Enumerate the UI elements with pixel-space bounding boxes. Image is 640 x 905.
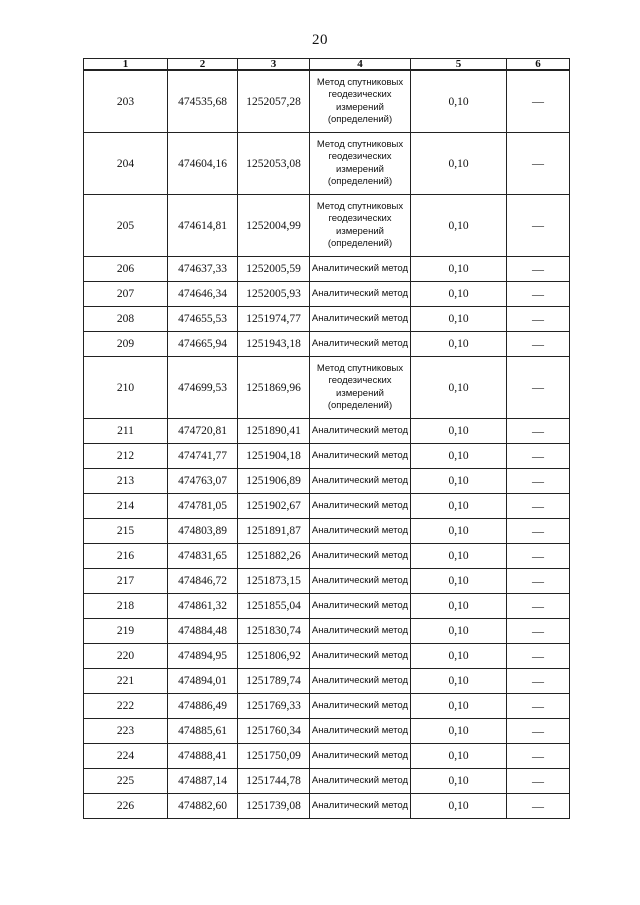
point-number-cell: 208 (84, 307, 168, 332)
table-row (84, 307, 570, 332)
method-cell: Метод спутниковых геодезических измерений (определений) (310, 195, 411, 257)
x-coordinate-cell: 474884,48 (168, 619, 238, 644)
note-dash-cell: — (507, 794, 570, 819)
table-row (84, 644, 570, 669)
y-coordinate-cell: 1251902,67 (238, 494, 310, 519)
column-header: 2 (168, 59, 238, 71)
table-row (84, 357, 570, 419)
note-dash-cell: — (507, 133, 570, 195)
precision-cell: 0,10 (411, 195, 507, 257)
x-coordinate-cell: 474846,72 (168, 569, 238, 594)
point-number-cell: 216 (84, 544, 168, 569)
table-row (84, 669, 570, 694)
point-number-cell: 220 (84, 644, 168, 669)
precision-cell: 0,10 (411, 494, 507, 519)
y-coordinate-cell: 1251873,15 (238, 569, 310, 594)
x-coordinate-cell: 474886,49 (168, 694, 238, 719)
precision-cell: 0,10 (411, 70, 507, 133)
method-cell: Аналитический метод (310, 719, 411, 744)
x-coordinate-cell: 474887,14 (168, 769, 238, 794)
x-coordinate-cell: 474655,53 (168, 307, 238, 332)
table-row (84, 769, 570, 794)
table-row (84, 332, 570, 357)
note-dash-cell: — (507, 719, 570, 744)
y-coordinate-cell: 1251789,74 (238, 669, 310, 694)
precision-cell: 0,10 (411, 133, 507, 195)
x-coordinate-cell: 474781,05 (168, 494, 238, 519)
method-cell: Аналитический метод (310, 494, 411, 519)
x-coordinate-cell: 474646,34 (168, 282, 238, 307)
method-cell: Аналитический метод (310, 332, 411, 357)
method-cell: Аналитический метод (310, 769, 411, 794)
note-dash-cell: — (507, 769, 570, 794)
note-dash-cell: — (507, 694, 570, 719)
y-coordinate-cell: 1251806,92 (238, 644, 310, 669)
precision-cell: 0,10 (411, 769, 507, 794)
note-dash-cell: — (507, 744, 570, 769)
note-dash-cell: — (507, 619, 570, 644)
precision-cell: 0,10 (411, 357, 507, 419)
method-cell: Аналитический метод (310, 469, 411, 494)
precision-cell: 0,10 (411, 594, 507, 619)
column-header: 1 (84, 59, 168, 71)
y-coordinate-cell: 1251769,33 (238, 694, 310, 719)
y-coordinate-cell: 1252005,59 (238, 257, 310, 282)
x-coordinate-cell: 474535,68 (168, 70, 238, 133)
coordinates-table (83, 58, 570, 819)
table-row (84, 70, 570, 133)
note-dash-cell: — (507, 307, 570, 332)
x-coordinate-cell: 474720,81 (168, 419, 238, 444)
note-dash-cell: — (507, 644, 570, 669)
note-dash-cell: — (507, 494, 570, 519)
table-row (84, 719, 570, 744)
point-number-cell: 223 (84, 719, 168, 744)
x-coordinate-cell: 474861,32 (168, 594, 238, 619)
table-row (84, 282, 570, 307)
table-row (84, 694, 570, 719)
method-cell: Аналитический метод (310, 282, 411, 307)
precision-cell: 0,10 (411, 419, 507, 444)
precision-cell: 0,10 (411, 619, 507, 644)
y-coordinate-cell: 1251855,04 (238, 594, 310, 619)
x-coordinate-cell: 474699,53 (168, 357, 238, 419)
x-coordinate-cell: 474831,65 (168, 544, 238, 569)
point-number-cell: 217 (84, 569, 168, 594)
note-dash-cell: — (507, 519, 570, 544)
page-number: 20 (312, 32, 328, 48)
point-number-cell: 221 (84, 669, 168, 694)
point-number-cell: 210 (84, 357, 168, 419)
point-number-cell: 214 (84, 494, 168, 519)
point-number-cell: 222 (84, 694, 168, 719)
point-number-cell: 215 (84, 519, 168, 544)
y-coordinate-cell: 1251739,08 (238, 794, 310, 819)
y-coordinate-cell: 1251830,74 (238, 619, 310, 644)
precision-cell: 0,10 (411, 669, 507, 694)
note-dash-cell: — (507, 282, 570, 307)
point-number-cell: 225 (84, 769, 168, 794)
precision-cell: 0,10 (411, 744, 507, 769)
x-coordinate-cell: 474614,81 (168, 195, 238, 257)
table-row (84, 133, 570, 195)
precision-cell: 0,10 (411, 519, 507, 544)
y-coordinate-cell: 1252057,28 (238, 70, 310, 133)
method-cell: Метод спутниковых геодезических измерений (определений) (310, 357, 411, 419)
column-header: 4 (310, 59, 411, 71)
method-cell: Аналитический метод (310, 444, 411, 469)
precision-cell: 0,10 (411, 332, 507, 357)
y-coordinate-cell: 1251760,34 (238, 719, 310, 744)
method-cell: Метод спутниковых геодезических измерений (определений) (310, 70, 411, 133)
note-dash-cell: — (507, 419, 570, 444)
note-dash-cell: — (507, 669, 570, 694)
table-body (84, 70, 570, 819)
point-number-cell: 212 (84, 444, 168, 469)
precision-cell: 0,10 (411, 544, 507, 569)
note-dash-cell: — (507, 594, 570, 619)
table-row (84, 419, 570, 444)
method-cell: Аналитический метод (310, 419, 411, 444)
y-coordinate-cell: 1251882,26 (238, 544, 310, 569)
x-coordinate-cell: 474604,16 (168, 133, 238, 195)
x-coordinate-cell: 474763,07 (168, 469, 238, 494)
table-row (84, 544, 570, 569)
point-number-cell: 226 (84, 794, 168, 819)
table-row (84, 744, 570, 769)
point-number-cell: 224 (84, 744, 168, 769)
table-row (84, 195, 570, 257)
method-cell: Аналитический метод (310, 569, 411, 594)
table-row (84, 257, 570, 282)
y-coordinate-cell: 1252053,08 (238, 133, 310, 195)
method-cell: Аналитический метод (310, 644, 411, 669)
x-coordinate-cell: 474894,01 (168, 669, 238, 694)
method-cell: Аналитический метод (310, 594, 411, 619)
note-dash-cell: — (507, 569, 570, 594)
y-coordinate-cell: 1251744,78 (238, 769, 310, 794)
table-row (84, 469, 570, 494)
method-cell: Аналитический метод (310, 744, 411, 769)
table-row (84, 594, 570, 619)
point-number-cell: 203 (84, 70, 168, 133)
precision-cell: 0,10 (411, 307, 507, 332)
point-number-cell: 204 (84, 133, 168, 195)
point-number-cell: 219 (84, 619, 168, 644)
point-number-cell: 206 (84, 257, 168, 282)
point-number-cell: 213 (84, 469, 168, 494)
method-cell: Аналитический метод (310, 257, 411, 282)
method-cell: Аналитический метод (310, 519, 411, 544)
y-coordinate-cell: 1251869,96 (238, 357, 310, 419)
method-cell: Аналитический метод (310, 669, 411, 694)
note-dash-cell: — (507, 469, 570, 494)
column-header: 5 (411, 59, 507, 71)
x-coordinate-cell: 474665,94 (168, 332, 238, 357)
method-cell: Аналитический метод (310, 694, 411, 719)
precision-cell: 0,10 (411, 694, 507, 719)
note-dash-cell: — (507, 357, 570, 419)
column-header: 6 (507, 59, 570, 71)
method-cell: Метод спутниковых геодезических измерений (определений) (310, 133, 411, 195)
table-row (84, 494, 570, 519)
column-header: 3 (238, 59, 310, 71)
method-cell: Аналитический метод (310, 794, 411, 819)
y-coordinate-cell: 1251974,77 (238, 307, 310, 332)
point-number-cell: 211 (84, 419, 168, 444)
x-coordinate-cell: 474888,41 (168, 744, 238, 769)
y-coordinate-cell: 1251906,89 (238, 469, 310, 494)
x-coordinate-cell: 474894,95 (168, 644, 238, 669)
method-cell: Аналитический метод (310, 619, 411, 644)
precision-cell: 0,10 (411, 282, 507, 307)
precision-cell: 0,10 (411, 719, 507, 744)
point-number-cell: 205 (84, 195, 168, 257)
note-dash-cell: — (507, 544, 570, 569)
method-cell: Аналитический метод (310, 307, 411, 332)
y-coordinate-cell: 1252004,99 (238, 195, 310, 257)
table-header-row (84, 59, 570, 71)
y-coordinate-cell: 1251904,18 (238, 444, 310, 469)
precision-cell: 0,10 (411, 469, 507, 494)
table-row (84, 444, 570, 469)
y-coordinate-cell: 1252005,93 (238, 282, 310, 307)
table-row (84, 794, 570, 819)
note-dash-cell: — (507, 257, 570, 282)
table-row (84, 569, 570, 594)
precision-cell: 0,10 (411, 257, 507, 282)
y-coordinate-cell: 1251750,09 (238, 744, 310, 769)
precision-cell: 0,10 (411, 444, 507, 469)
x-coordinate-cell: 474803,89 (168, 519, 238, 544)
x-coordinate-cell: 474885,61 (168, 719, 238, 744)
x-coordinate-cell: 474741,77 (168, 444, 238, 469)
note-dash-cell: — (507, 195, 570, 257)
point-number-cell: 218 (84, 594, 168, 619)
x-coordinate-cell: 474882,60 (168, 794, 238, 819)
note-dash-cell: — (507, 444, 570, 469)
note-dash-cell: — (507, 70, 570, 133)
point-number-cell: 207 (84, 282, 168, 307)
precision-cell: 0,10 (411, 644, 507, 669)
point-number-cell: 209 (84, 332, 168, 357)
method-cell: Аналитический метод (310, 544, 411, 569)
table-row (84, 519, 570, 544)
precision-cell: 0,10 (411, 569, 507, 594)
table-row (84, 619, 570, 644)
note-dash-cell: — (507, 332, 570, 357)
x-coordinate-cell: 474637,33 (168, 257, 238, 282)
y-coordinate-cell: 1251890,41 (238, 419, 310, 444)
y-coordinate-cell: 1251891,87 (238, 519, 310, 544)
precision-cell: 0,10 (411, 794, 507, 819)
y-coordinate-cell: 1251943,18 (238, 332, 310, 357)
